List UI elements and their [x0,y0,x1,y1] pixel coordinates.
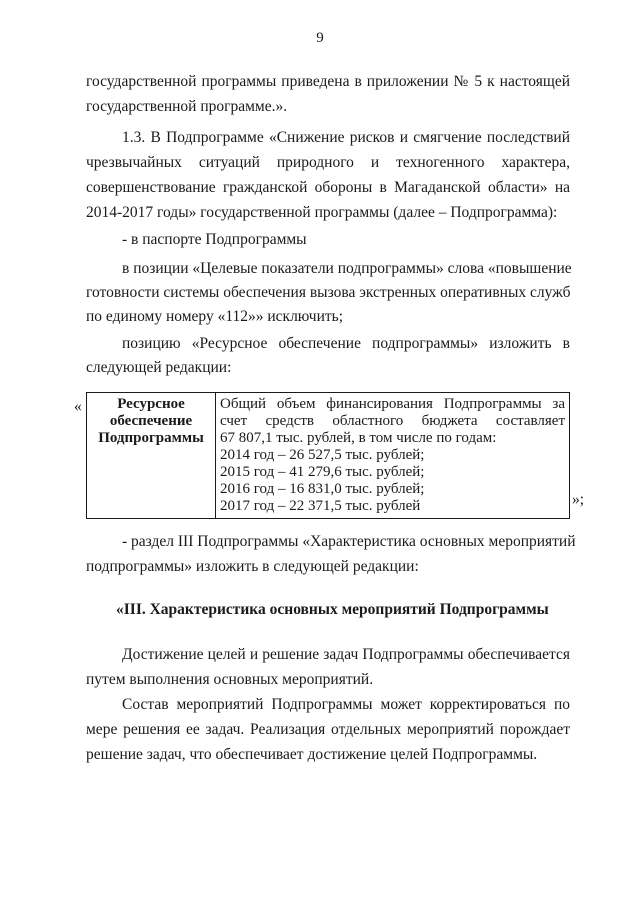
resource-table [86,392,570,519]
paragraph-line: по единому номеру «112»» исключить; [86,308,344,325]
paragraph-line: мере решения ее задач. Реализация отдельных мероприятий порождает [86,721,570,738]
resource-label: Ресурсное [117,396,185,412]
resource-label-cell [87,393,216,519]
quote-open: « [74,398,82,415]
quote-close: »; [572,491,585,508]
paragraph-line: совершенствование гражданской обороны в Магаданской области» на [86,179,570,196]
paragraph-line: 2014-2017 годы» государственной программы (далее – Подпрограмма): [86,204,558,221]
resource-value-cell [216,393,570,519]
paragraph-line: Достижение целей и решение задач Подпрограммы обеспечивается [122,646,570,663]
resource-value-line: 2014 год – 26 527,5 тыс. рублей; [220,447,425,463]
paragraph-line: - раздел III Подпрограммы «Характеристика основных мероприятий [122,533,576,550]
paragraph-line: - в паспорте Подпрограммы [122,231,307,248]
resource-label: обеспечение [109,413,193,429]
paragraph-line: Состав мероприятий Подпрограммы может корректироваться по [122,696,570,713]
resource-value-line: 2017 год – 22 371,5 тыс. рублей [220,498,421,514]
resource-label: Подпрограммы [98,430,204,446]
paragraph-line: в позиции «Целевые показатели подпрограммы» слова «повышение [122,260,572,277]
resource-value-line: 2015 год – 41 279,6 тыс. рублей; [220,464,425,480]
resource-value-line: 2016 год – 16 831,0 тыс. рублей; [220,481,425,497]
section-heading: «III. Характеристика основных мероприятий Подпрограммы [116,601,549,618]
paragraph-line: 1.3. В Подпрограмме «Снижение рисков и смягчение последствий [122,129,570,146]
resource-value-line: 67 807,1 тыс. рублей, в том числе по годам: [220,430,497,446]
paragraph-line: путем выполнения основных мероприятий. [86,671,374,688]
paragraph-line: государственной программы приведена в приложении № 5 к настоящей [86,73,570,90]
paragraph-line: позицию «Ресурсное обеспечение подпрограммы» изложить в [122,335,570,352]
paragraph-line: подпрограммы» изложить в следующей редакции: [86,558,419,575]
resource-value-line: счет средств областного бюджета составляет [220,413,565,429]
paragraph-line: следующей редакции: [86,359,232,376]
paragraph-line: чрезвычайных ситуаций природного и техногенного характера, [86,154,570,171]
paragraph-line: государственной программе.». [86,98,288,115]
page-number: 9 [316,30,324,46]
paragraph-line: решение задач, что обеспечивает достижение целей Подпрограммы. [86,746,538,763]
paragraph-line: готовности системы обеспечения вызова экстренных оперативных служб [86,284,571,301]
resource-value-line: Общий объем финансирования Подпрограммы за [220,396,565,412]
